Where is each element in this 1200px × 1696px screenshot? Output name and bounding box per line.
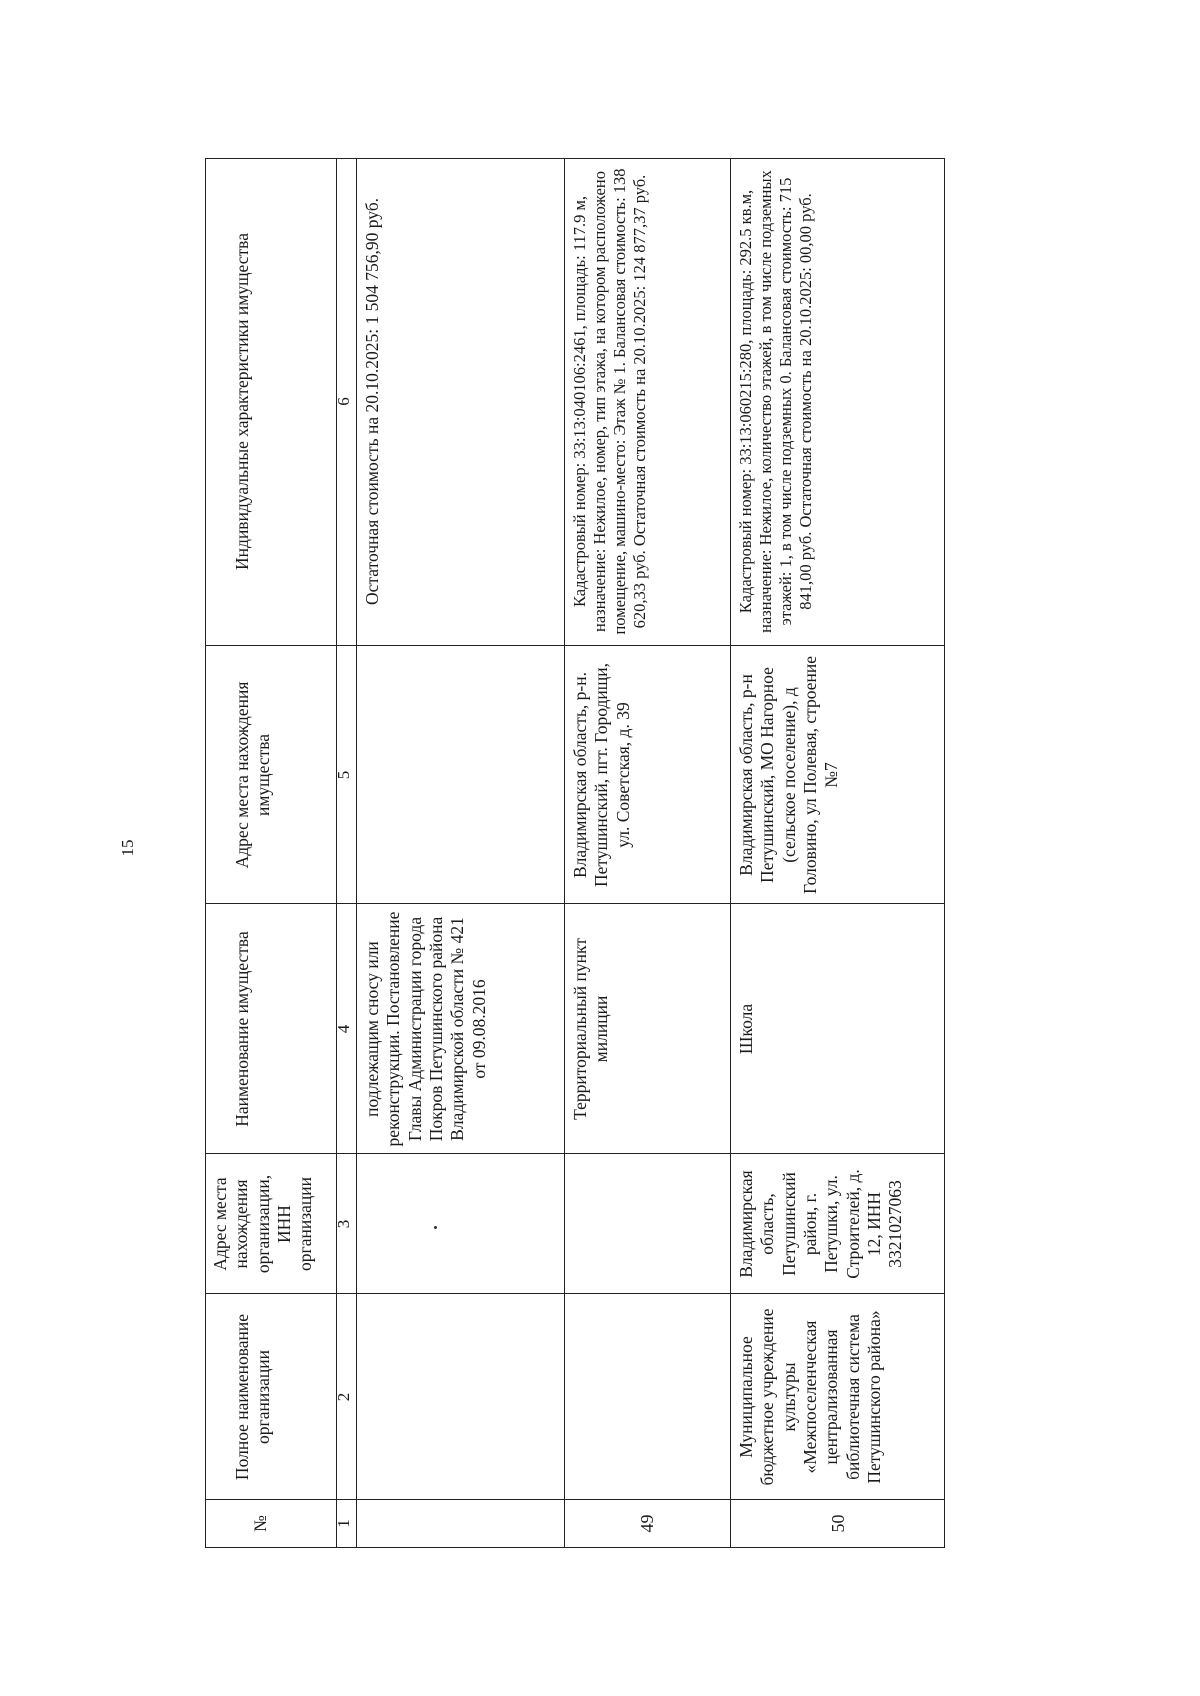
property-table	[205, 158, 945, 1548]
header-property-name: Наименование имущества	[232, 931, 252, 1127]
row-cont-property-name: подлежащим сносу или реконструкции. Постановление Главы Администрации города Покров Петушинского района Владимирской области № 421 от 09.08.2016	[362, 911, 489, 1147]
row-divider-49	[564, 159, 565, 1547]
colnum-4: 4	[334, 1024, 353, 1034]
header-org-name: Полное наименование организации	[232, 1313, 274, 1481]
colnum-5: 5	[334, 770, 353, 780]
row-49-property-address: Владимирская область, р-н. Петушинский, пгт. Городищи, ул. Советская, д. 39	[570, 663, 633, 887]
colnum-6: 6	[334, 397, 353, 406]
header-num: №	[250, 1515, 270, 1532]
row-cont-characteristics: Остаточная стоимость на 20.10.2025: 1 504 756,90 руб.	[362, 197, 382, 606]
colnum-1: 1	[334, 1519, 353, 1528]
row-50-org-name: Муниципальное бюджетное учреждение культуры «Межпоселенческая централизованная библиотечная система Петушинского района»	[736, 1308, 885, 1486]
colnum-3: 3	[334, 1219, 353, 1229]
colnum-divider	[356, 159, 357, 1547]
row-50-org-address: Владимирская область, Петушинский район, г. Петушки, ул. Строителей, д. 12, ИНН 3321027063	[736, 1169, 906, 1279]
colnum-2: 2	[334, 1392, 353, 1402]
row-50-property-name: Школа	[736, 1003, 756, 1055]
row-49-characteristics: Кадастровый номер: 33:13:040106:2461, площадь: 117.9 м, назначение: Нежилое, номер, тип этажа, на котором расположено помещение, машино-место: Этаж № 1. Балансовая стоимость: 138 620,33 руб. Остаточная стоимость на 20.10.2025: 124 877,37 руб.	[570, 168, 650, 635]
header-org-address: Адрес места нахождения организации, ИНН организации	[210, 1174, 316, 1274]
row-49-property-name: Территориальный пункт милиции	[570, 938, 612, 1120]
header-property-address: Адрес места нахождения имущества	[232, 681, 274, 869]
row-50-num: 50	[827, 1514, 848, 1533]
row-50-characteristics: Кадастровый номер: 33:13:060215:280, площадь: 292.5 кв.м, назначение: Нежилое, количество этажей, в том числе подземных этажей: 1, в том числе подземных 0. Балансовая стоимость: 715 841,00 руб. Остаточная стоимость на 20.10.2025: 00,00 руб.	[736, 170, 816, 633]
stray-dot	[434, 1226, 437, 1229]
row-50-property-address: Владимирская область, р-н Петушинский, МО Нагорное (сельское поселение), д Головино, ул Полевая, строение №7	[736, 655, 842, 895]
page-number: 15	[118, 839, 137, 857]
row-divider-50	[730, 159, 731, 1547]
header-characteristics: Индивидуальные характеристики имущества	[232, 233, 252, 570]
row-49-num: 49	[636, 1514, 657, 1533]
